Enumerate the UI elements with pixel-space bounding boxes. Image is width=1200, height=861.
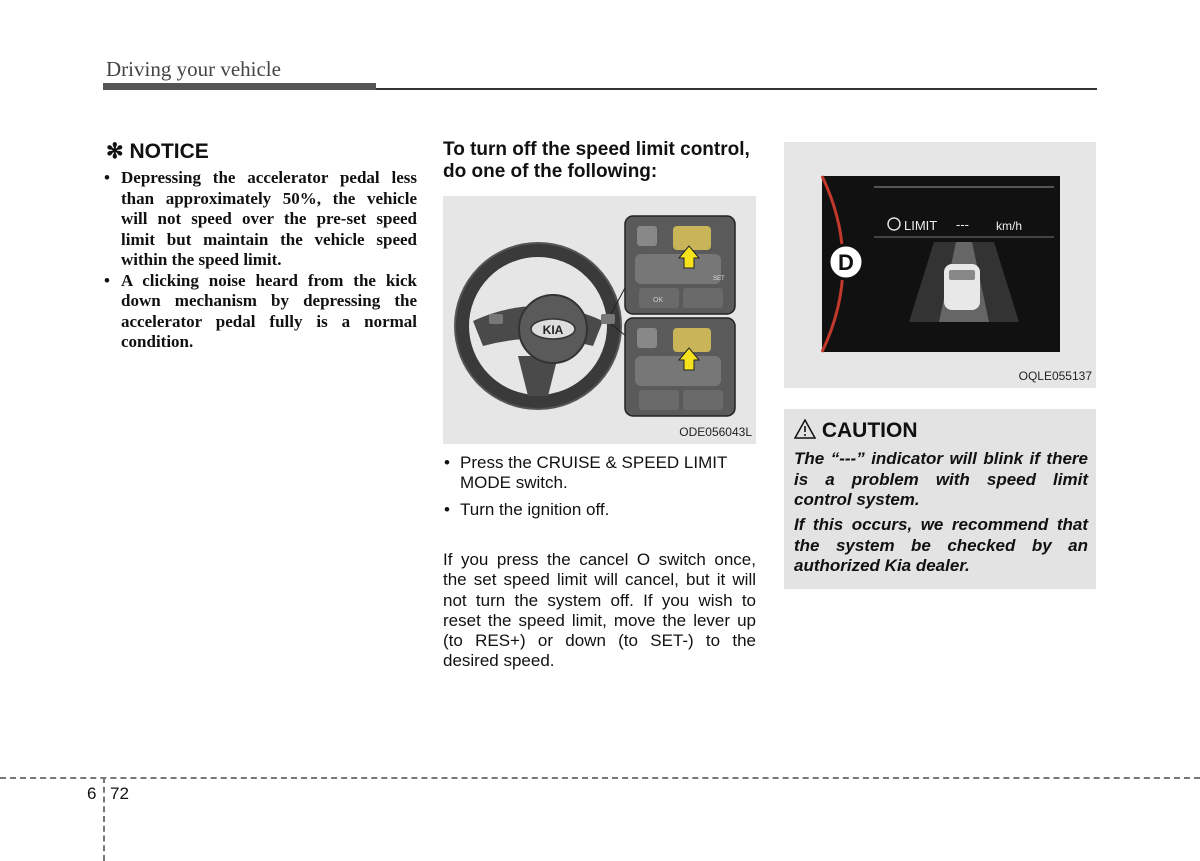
step-item: • Turn the ignition off. (443, 500, 757, 520)
footer-vertical-divider (103, 777, 105, 861)
caution-heading (794, 419, 918, 443)
limit-label: LIMIT (904, 218, 938, 233)
caution-title: CAUTION (821, 419, 918, 442)
steering-wheel-figure (443, 196, 756, 444)
caution-paragraph: If this occurs, we recommend that the system be checked by an authorized Kia dealer. (794, 515, 1088, 575)
kia-logo: KIA (542, 323, 564, 337)
footer-divider (0, 777, 1200, 779)
chapter-number: 6 (87, 784, 97, 803)
caution-paragraph: The “---” indicator will blink if there is a problem with speed limit control system. (794, 449, 1088, 509)
notice-item: • A clicking noise heard from the kick down mechanism by depressing the accelerator pedal fully is a normal condition. (104, 271, 417, 353)
notice-item: • Depressing the accelerator pedal less than approximately 50%, the vehicle will not speed over the pre-set speed limit but maintain the vehicle speed within the speed limit. (104, 168, 417, 271)
section-title: Driving your vehicle (106, 57, 281, 81)
limit-value: --- (956, 217, 969, 232)
set-label: SET (713, 276, 725, 282)
steering-wheel-illustration (443, 196, 756, 444)
notice-title: NOTICE (129, 140, 209, 163)
figure-code: ODE056043L (679, 425, 752, 439)
ok-label: OK (653, 297, 664, 304)
turn-off-heading: To turn off the speed limit control, do one of the following: (443, 139, 750, 182)
page-number: 72 (110, 784, 129, 803)
notice-list (104, 168, 417, 353)
header-rule (103, 83, 376, 90)
figure-code: OQLE055137 (1018, 369, 1092, 383)
cancel-paragraph: If you press the cancel O switch once, the set speed limit will cancel, but it will not turn the system off. If you wish to reset the speed limit, move the lever up (to RES+) or down (to SET-) to the desired speed. (443, 550, 756, 671)
warning-triangle-icon (794, 419, 816, 439)
cluster-display-figure (784, 142, 1096, 388)
steps-list (443, 453, 757, 527)
unit-label: km/h (996, 219, 1023, 233)
notice-heading (106, 139, 209, 164)
asterisk-icon: ✻ (106, 140, 124, 163)
gear-indicator: D (838, 250, 854, 275)
step-item: • Press the CRUISE & SPEED LIMIT MODE switch. (443, 453, 757, 493)
cluster-display-illustration (784, 142, 1096, 388)
header-rule-thin (376, 88, 1097, 90)
